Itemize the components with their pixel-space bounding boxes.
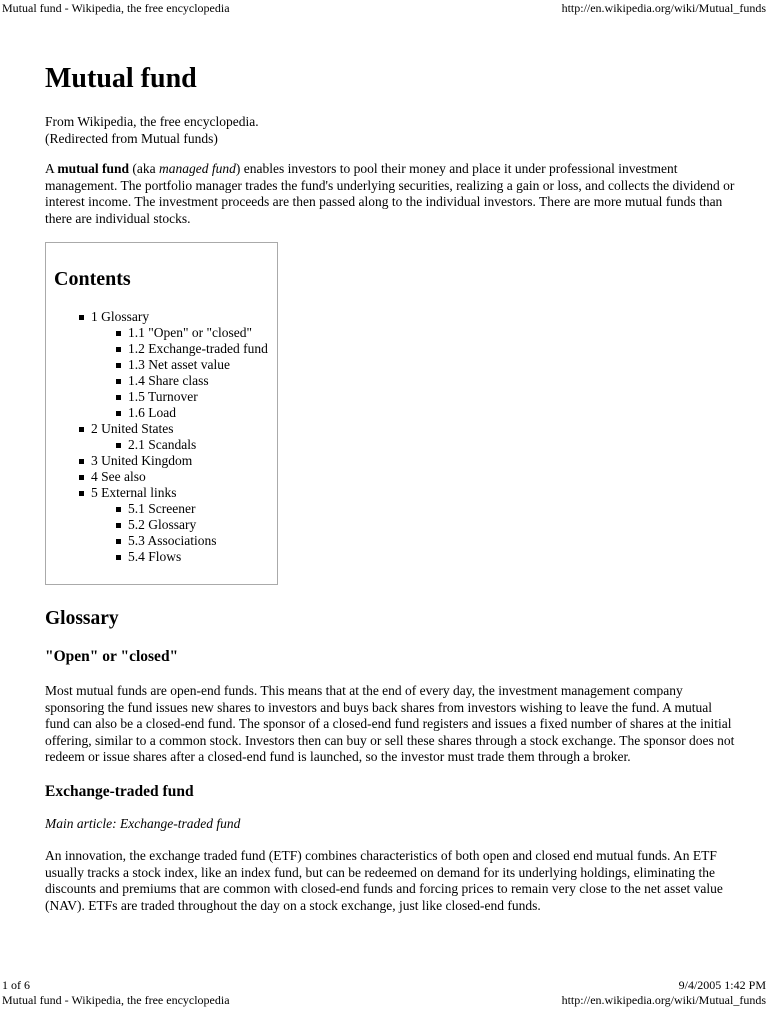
lead-bold: mutual fund — [57, 161, 130, 176]
toc-item[interactable]: 1 Glossary 1.1 "Open" or "closed" 1.2 Exchange-traded fund 1.3 Net asset value 1.4 Share class 1.5 Turnover 1.6 Load — [79, 309, 274, 421]
header-title: Mutual fund - Wikipedia, the free encyclopedia — [2, 1, 230, 15]
print-header — [0, 0, 768, 16]
toc-subitem[interactable]: 1.6 Load — [116, 405, 274, 421]
print-footer — [0, 992, 768, 1008]
lead-rest: ) enables investors to pool their money and place it under professional investment management. The portfolio manager trades the fund's underlying securities, realizing a gain or loss, and collects the dividend or interest income. The investment proceeds are then passed along to the individual investors. There are more mutual funds than there are individual stocks. — [45, 161, 735, 226]
glossary-heading: Glossary — [45, 608, 119, 629]
toc-item[interactable]: 2 United States 2.1 Scandals — [79, 421, 274, 453]
lead-mid: (aka — [129, 161, 160, 176]
toc-list — [79, 309, 274, 565]
print-footer-page — [0, 977, 768, 993]
open-closed-heading: "Open" or "closed" — [45, 648, 179, 665]
toc-item[interactable]: 5 External links 5.1 Screener 5.2 Glossary 5.3 Associations 5.4 Flows — [79, 485, 274, 565]
article-content — [45, 58, 735, 914]
lead-italic: managed fund — [159, 161, 236, 176]
toc-subitem[interactable]: 1.1 "Open" or "closed" — [116, 325, 274, 341]
page-title: Mutual fund — [45, 63, 197, 94]
main-article-link[interactable]: Main article: Exchange-traded fund — [45, 815, 241, 831]
toc-subitem[interactable]: 5.1 Screener — [116, 501, 274, 517]
toc-item[interactable]: 3 United Kingdom — [79, 453, 274, 469]
toc-subitem[interactable]: 5.2 Glossary — [116, 517, 274, 533]
site-sub — [45, 114, 735, 147]
page-count: 1 of 6 — [2, 978, 30, 992]
toc-subitem[interactable]: 5.3 Associations — [116, 533, 274, 549]
toc-item[interactable]: 4 See also — [79, 469, 274, 485]
toc-subitem[interactable]: 1.2 Exchange-traded fund — [116, 341, 274, 357]
etf-heading: Exchange-traded fund — [45, 782, 194, 800]
lead-pre: A — [45, 161, 58, 176]
table-of-contents — [45, 242, 278, 585]
toc-subitem[interactable]: 1.4 Share class — [116, 373, 274, 389]
header-url: http://en.wikipedia.org/wiki/Mutual_funds — [561, 1, 766, 15]
redirect-line: (Redirected from Mutual funds) — [45, 130, 218, 146]
toc-title: Contents — [54, 268, 131, 290]
toc-subitem[interactable]: 1.5 Turnover — [116, 389, 274, 405]
etf-paragraph: An innovation, the exchange traded fund (ETF) combines characteristics of both open and closed end mutual funds. An ETF usually tracks a stock index, like an index fund, but can be redeemed on demand for its underlying holdings, eliminating the discounts and premiums that are common with closed-end funds and forcing prices to remain very close to the net asset value (NAV). ETFs are traded throughout the day on a stock exchange, just like closed-end funds. — [45, 848, 723, 913]
toc-subitem[interactable]: 5.4 Flows — [116, 549, 274, 565]
toc-subitem[interactable]: 1.3 Net asset value — [116, 357, 274, 373]
toc-subitem[interactable]: 2.1 Scandals — [116, 437, 274, 453]
open-closed-paragraph: Most mutual funds are open-end funds. This means that at the end of every day, the investment management company sponsoring the fund issues new shares to investors and buys back shares from investors wishing to leave the fund. A mutual fund can also be a closed-end fund. The sponsor of a closed-end fund registers and issues a fixed number of shares at the initial offering, similar to a common stock. Investors then can buy or sell these shares through a stock exchange. The sponsor does not redeem or issue shares after a closed-end fund is launched, so the investor must trade them through a broker. — [45, 683, 735, 764]
lead-paragraph — [45, 161, 735, 227]
from-line: From Wikipedia, the free encyclopedia. — [45, 114, 259, 129]
footer-url: http://en.wikipedia.org/wiki/Mutual_funds — [561, 993, 766, 1007]
print-datetime: 9/4/2005 1:42 PM — [678, 978, 766, 992]
footer-title: Mutual fund - Wikipedia, the free encyclopedia — [2, 993, 230, 1007]
